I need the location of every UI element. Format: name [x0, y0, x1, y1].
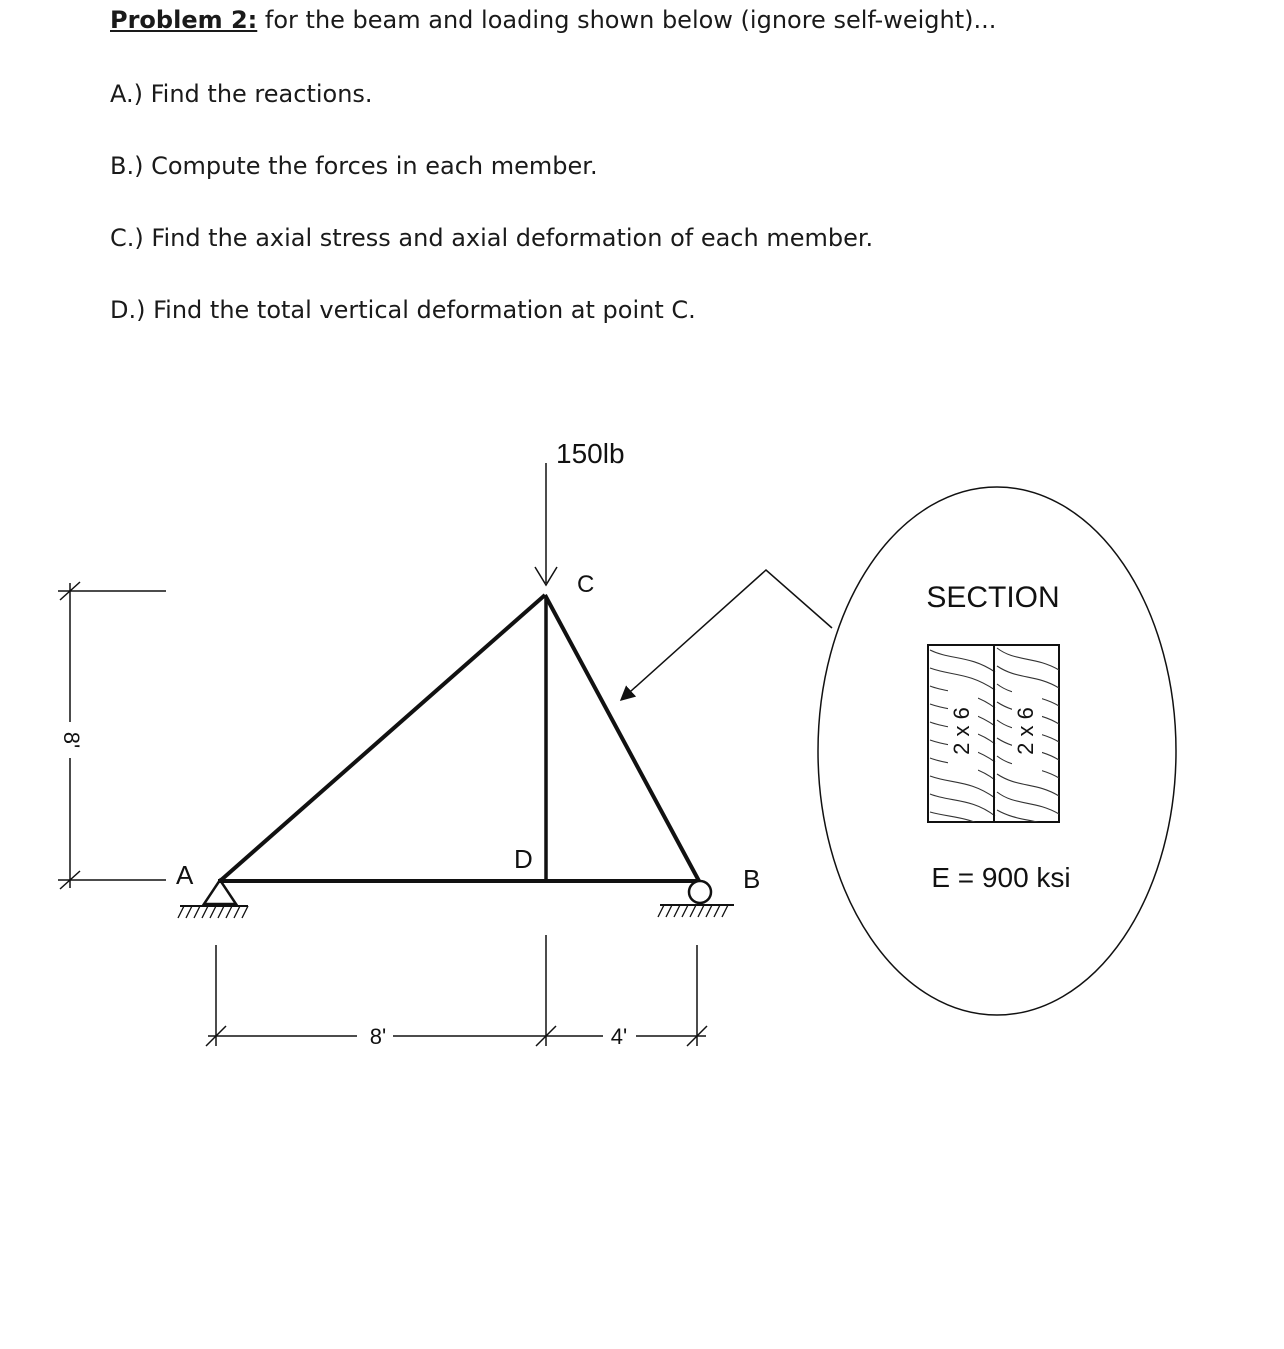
part-b: B.) Compute the forces in each member.: [110, 152, 598, 180]
load-arrow: [535, 463, 557, 585]
part-d: D.) Find the total vertical deformation at point C.: [110, 296, 696, 324]
load-label: 150lb: [556, 438, 625, 469]
part-c: C.) Find the axial stress and axial deformation of each member.: [110, 224, 874, 252]
member-ac: [220, 595, 545, 881]
modulus-label: E = 900 ksi: [931, 862, 1071, 893]
section-boards: [928, 645, 1059, 830]
roller-ground-hatch: [658, 905, 728, 917]
dim-right-span-label: 4': [610, 1024, 628, 1049]
problem-label: Problem 2:: [110, 6, 258, 34]
truss: [218, 595, 699, 881]
board-left-label: 2 x 6: [948, 707, 974, 755]
section-title: SECTION: [926, 581, 1060, 614]
roller-circle: [689, 881, 711, 903]
leader-line: [621, 570, 832, 700]
part-a: A.) Find the reactions.: [110, 80, 373, 108]
pin-triangle: [204, 880, 236, 904]
roller-support-b: [658, 881, 734, 917]
pin-ground-hatch: [178, 906, 248, 918]
dim-left-span-label: 8': [369, 1024, 387, 1049]
problem-intro: for the beam and loading shown below (ignore self-weight)...: [264, 6, 997, 34]
node-label-a: A: [176, 860, 194, 890]
dim-height-label: 8': [59, 731, 85, 749]
span-dimension: [206, 935, 707, 1046]
board-right-label: 2 x 6: [1012, 707, 1038, 755]
callout-leader: [621, 570, 832, 700]
node-label-c: C: [577, 571, 595, 598]
member-cb: [545, 595, 699, 881]
node-label-b: B: [743, 864, 761, 894]
node-label-d: D: [514, 844, 533, 874]
